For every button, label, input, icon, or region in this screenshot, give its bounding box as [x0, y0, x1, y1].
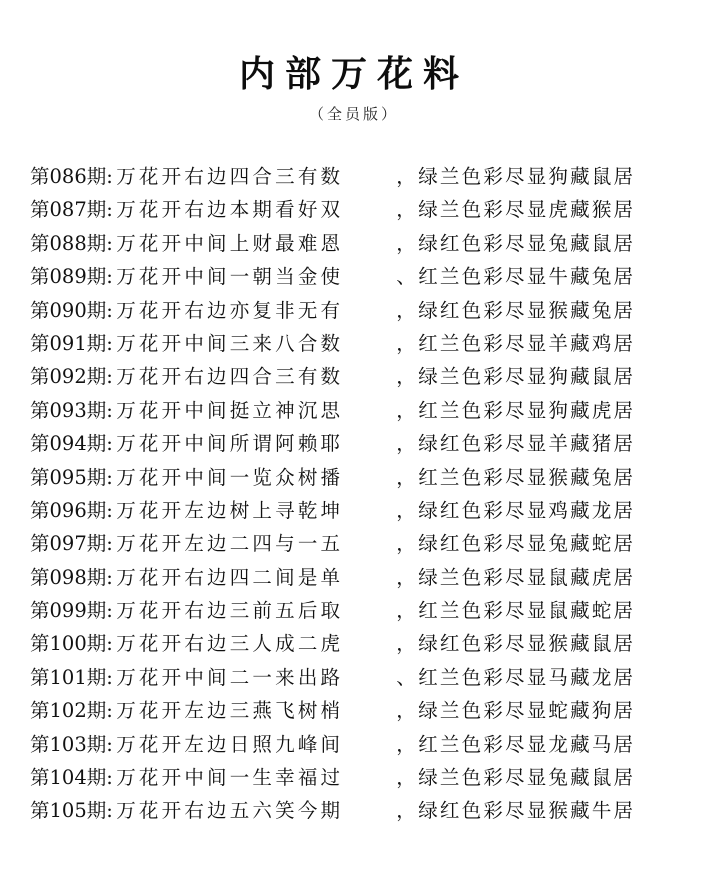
period-label: 第101期: [30, 665, 107, 689]
period-label: 第102期: [30, 699, 107, 723]
separator: ，: [396, 432, 416, 456]
period-label: 第098期: [30, 565, 107, 589]
verse-text: 万花开中间一朝当金使: [116, 265, 344, 289]
verse-text: 万花开右边五六笑今期: [116, 799, 344, 823]
list-item: 第096期 : 万花开左边树上寻乾坤 ， 绿红色彩尽显鸡藏龙居: [30, 494, 690, 527]
separator: ，: [396, 365, 416, 389]
page-title: 内部万花料: [238, 53, 469, 95]
verse-text: 万花开中间三来八合数: [116, 331, 344, 355]
color-hint: 绿红色彩尽显鸡藏龙居: [418, 498, 636, 522]
color-hint: 红兰色彩尽显羊藏鸡居: [418, 331, 636, 355]
list-item: 第092期 : 万花开右边四合三有数 ， 绿兰色彩尽显狗藏鼠居: [30, 360, 690, 393]
list-item: 第105期 : 万花开右边五六笑今期 ， 绿红色彩尽显猴藏牛居: [30, 794, 690, 827]
separator: 、: [396, 265, 416, 289]
verse-text: 万花开左边日照九峰间: [116, 732, 344, 756]
separator: ，: [396, 565, 416, 589]
color-hint: 绿红色彩尽显猴藏鼠居: [418, 632, 636, 656]
list-item: 第099期 : 万花开右边三前五后取 ， 红兰色彩尽显鼠藏蛇居: [30, 594, 690, 627]
period-label: 第092期: [30, 365, 107, 389]
verse-text: 万花开右边三人成二虎: [116, 632, 344, 656]
list-item: 第101期 : 万花开中间二一来出路 、 红兰色彩尽显马藏龙居: [30, 661, 690, 694]
separator: ，: [396, 799, 416, 823]
period-label: 第105期: [30, 799, 107, 823]
color-hint: 绿红色彩尽显猴藏牛居: [418, 799, 636, 823]
period-label: 第095期: [30, 465, 107, 489]
verse-text: 万花开右边亦复非无有: [116, 298, 344, 322]
period-label: 第096期: [30, 498, 107, 522]
verse-text: 万花开中间所谓阿赖耶: [116, 432, 344, 456]
period-label: 第090期: [30, 298, 107, 322]
separator: ，: [396, 165, 416, 188]
list-item: 第091期 : 万花开中间三来八合数 ， 红兰色彩尽显羊藏鸡居: [30, 327, 690, 360]
list-item: 第100期 : 万花开右边三人成二虎 ， 绿红色彩尽显猴藏鼠居: [30, 627, 690, 660]
list-item: 第102期 : 万花开左边三燕飞树梢 ， 绿兰色彩尽显蛇藏狗居: [30, 694, 690, 727]
list-item: 第095期 : 万花开中间一览众树播 ， 红兰色彩尽显猴藏兔居: [30, 461, 690, 494]
list-item: 第103期 : 万花开左边日照九峰间 ， 红兰色彩尽显龙藏马居: [30, 728, 690, 761]
color-hint: 绿兰色彩尽显蛇藏狗居: [418, 699, 636, 723]
period-label: 第089期: [30, 265, 107, 289]
period-label: 第093期: [30, 398, 107, 422]
color-hint: 红兰色彩尽显马藏龙居: [418, 665, 636, 689]
color-hint: 绿兰色彩尽显虎藏猴居: [418, 198, 636, 222]
color-hint: 绿红色彩尽显猴藏兔居: [418, 298, 636, 322]
prediction-list: [30, 160, 690, 828]
color-hint: 红兰色彩尽显牛藏兔居: [418, 265, 636, 289]
verse-text: 万花开右边本期看好双: [116, 198, 344, 222]
verse-text: 万花开左边三燕飞树梢: [116, 699, 344, 723]
color-hint: 红兰色彩尽显猴藏兔居: [418, 465, 636, 489]
verse-text: 万花开右边四二间是单: [116, 565, 344, 589]
verse-text: 万花开左边二四与一五: [116, 532, 344, 556]
list-item: 第088期 : 万花开中间上财最难恩 ， 绿红色彩尽显兔藏鼠居: [30, 227, 690, 260]
color-hint: 红兰色彩尽显狗藏虎居: [418, 398, 636, 422]
verse-text: 万花开中间一览众树播: [116, 465, 344, 489]
separator: ，: [396, 498, 416, 522]
page-subtitle: （全员版）: [308, 105, 399, 123]
separator: ，: [396, 398, 416, 422]
list-item: 第089期 : 万花开中间一朝当金使 、 红兰色彩尽显牛藏兔居: [30, 260, 690, 293]
verse-text: 万花开中间挺立神沉思: [116, 398, 344, 422]
color-hint: 红兰色彩尽显龙藏马居: [418, 732, 636, 756]
period-label: 第103期: [30, 732, 107, 756]
separator: ，: [396, 632, 416, 656]
separator: ，: [396, 331, 416, 355]
period-label: 第087期: [30, 198, 107, 222]
color-hint: 红兰色彩尽显鼠藏蛇居: [418, 599, 636, 623]
color-hint: 绿兰色彩尽显狗藏鼠居: [418, 165, 636, 188]
separator: 、: [396, 665, 416, 689]
separator: ，: [396, 198, 416, 222]
separator: ，: [396, 766, 416, 790]
period-label: 第088期: [30, 231, 107, 255]
separator: ，: [396, 732, 416, 756]
list-item: 第087期 : 万花开右边本期看好双 ， 绿兰色彩尽显虎藏猴居: [30, 193, 690, 226]
color-hint: 绿兰色彩尽显鼠藏虎居: [418, 565, 636, 589]
list-item: 第097期 : 万花开左边二四与一五 ， 绿红色彩尽显兔藏蛇居: [30, 527, 690, 560]
verse-text: 万花开中间二一来出路: [116, 665, 344, 689]
list-item: 第094期 : 万花开中间所谓阿赖耶 ， 绿红色彩尽显羊藏猪居: [30, 427, 690, 460]
period-label: 第091期: [30, 331, 107, 355]
period-label: 第094期: [30, 432, 107, 456]
separator: ，: [396, 532, 416, 556]
period-label: 第104期: [30, 766, 107, 790]
color-hint: 绿红色彩尽显兔藏蛇居: [418, 532, 636, 556]
list-item: 第104期 : 万花开中间一生幸福过 ， 绿兰色彩尽显兔藏鼠居: [30, 761, 690, 794]
color-hint: 绿红色彩尽显兔藏鼠居: [418, 231, 636, 255]
list-item: 第098期 : 万花开右边四二间是单 ， 绿兰色彩尽显鼠藏虎居: [30, 561, 690, 594]
period-label: 第086期: [30, 165, 107, 188]
verse-text: 万花开右边四合三有数: [116, 165, 344, 188]
list-item: 第090期 : 万花开右边亦复非无有 ， 绿红色彩尽显猴藏兔居: [30, 294, 690, 327]
separator: ，: [396, 231, 416, 255]
period-label: 第100期: [30, 632, 107, 656]
verse-text: 万花开左边树上寻乾坤: [116, 498, 344, 522]
verse-text: 万花开中间上财最难恩: [116, 231, 344, 255]
separator: ，: [396, 599, 416, 623]
verse-text: 万花开右边四合三有数: [116, 365, 344, 389]
period-label: 第099期: [30, 599, 107, 623]
separator: ，: [396, 465, 416, 489]
color-hint: 绿兰色彩尽显狗藏鼠居: [418, 365, 636, 389]
color-hint: 绿兰色彩尽显兔藏鼠居: [418, 766, 636, 790]
color-hint: 绿红色彩尽显羊藏猪居: [418, 432, 636, 456]
separator: ，: [396, 699, 416, 723]
list-item: 第093期 : 万花开中间挺立神沉思 ， 红兰色彩尽显狗藏虎居: [30, 394, 690, 427]
verse-text: 万花开右边三前五后取: [116, 599, 344, 623]
period-label: 第097期: [30, 532, 107, 556]
separator: ，: [396, 298, 416, 322]
list-item: 第086期 : 万花开右边四合三有数 ， 绿兰色彩尽显狗藏鼠居: [30, 160, 690, 193]
verse-text: 万花开中间一生幸福过: [116, 766, 344, 790]
